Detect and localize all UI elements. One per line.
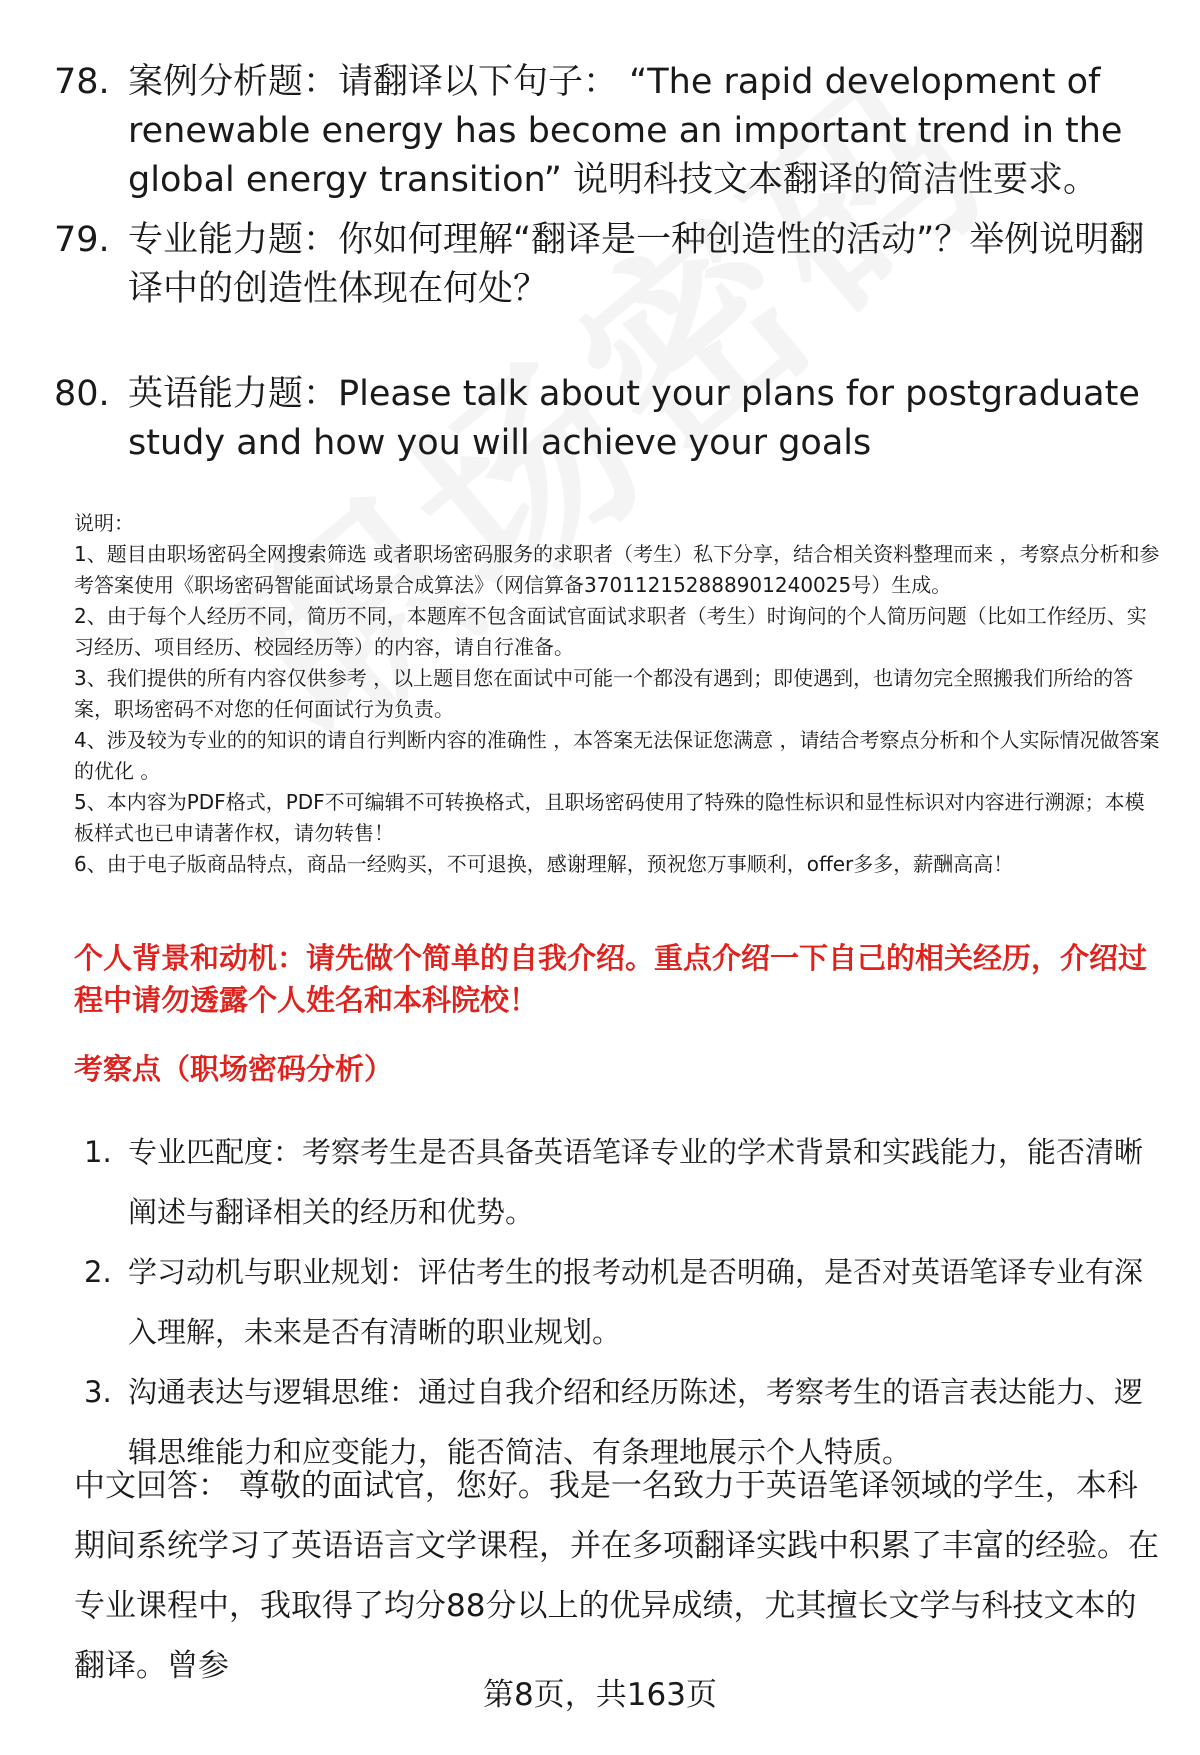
- point-number: 1.: [84, 1135, 112, 1169]
- question-text: 案例分析题：请翻译以下句子： “The rapid development of renewable energy has become an important trend in the global energy transition” 说明科技文本翻译的简洁性要求。: [128, 62, 1123, 200]
- chinese-answer: 中文回答： 尊敬的面试官，您好。我是一名致力于英语笔译领域的学生，本科期间系统学习了英语语言文学课程，并在多项翻译实践中积累了丰富的经验。在专业课程中，我取得了均分88分以上的优异成绩，尤其擅长文学与科技文本的翻译。曾参: [74, 1468, 1159, 1684]
- point-text: 专业匹配度：考察考生是否具备英语笔译专业的学术背景和实践能力，能否清晰阐述与翻译相关的经历和优势。: [128, 1135, 1144, 1229]
- question-text: 英语能力题：Please talk about your plans for postgraduate study and how you will achieve your goals: [128, 374, 1140, 463]
- point-number: 2.: [84, 1255, 112, 1289]
- question-number: 78.: [54, 62, 110, 102]
- note-item: 6、由于电子版商品特点，商品一经购买，不可退换，感谢理解，预祝您万事顺利，offer多多，薪酬高高！: [74, 852, 1014, 876]
- analysis-point: [74, 1242, 1164, 1362]
- note-item: 5、本内容为PDF格式，PDF不可编辑不可转换格式，且职场密码使用了特殊的隐性标识和显性标识对内容进行溯源；本模板样式也已申请著作权，请勿转售！: [74, 790, 1145, 845]
- question-text: 专业能力题：你如何理解“翻译是一种创造性的活动”？举例说明翻译中的创造性体现在何处？: [128, 220, 1145, 309]
- point-text: 沟通表达与逻辑思维：通过自我介绍和经历陈述，考察考生的语言表达能力、逻辑思维能力和应变能力，能否简洁、有条理地展示个人特质。: [128, 1375, 1144, 1469]
- note-item: 2、由于每个人经历不同，简历不同，本题库不包含面试官面试求职者（考生）时询问的个人简历问题（比如工作经历、实习经历、项目经历、校园经历等）的内容，请自行准备。: [74, 604, 1147, 659]
- analysis-heading: 考察点（职场密码分析）: [74, 1052, 394, 1086]
- page-footer: 第8页，共163页: [483, 1677, 717, 1713]
- question-80: [54, 370, 1154, 468]
- notes-block: [74, 508, 1164, 880]
- question-79: [54, 216, 1154, 314]
- point-text: 学习动机与职业规划：评估考生的报考动机是否明确，是否对英语笔译专业有深入理解，未来是否有清晰的职业规划。: [128, 1255, 1144, 1349]
- question-78: [54, 58, 1154, 205]
- note-item: 3、我们提供的所有内容仅供参考 ，以上题目您在面试中可能一个都没有遇到；即使遇到，也请勿完全照搬我们所给的答案，职场密码不对您的任何面试行为负责。: [74, 666, 1134, 721]
- note-item: 4、涉及较为专业的的知识的请自行判断内容的准确性 ，本答案无法保证您满意 ，请结合考察点分析和个人实际情况做答案的优化 。: [74, 728, 1160, 783]
- question-number: 79.: [54, 220, 110, 260]
- note-item: 1、题目由职场密码全网搜索筛选 或者职场密码服务的求职者（考生）私下分享，结合相关资料整理而来 ，考察点分析和参考答案使用《职场密码智能面试场景合成算法》（网信算备370112152888901240025号）生成。: [74, 542, 1160, 597]
- analysis-point: [74, 1122, 1164, 1242]
- notes-title: 说明：: [74, 511, 134, 535]
- analysis-points: [74, 1122, 1164, 1482]
- point-number: 3.: [84, 1375, 112, 1409]
- question-number: 80.: [54, 374, 110, 414]
- section-heading: 个人背景和动机：请先做个简单的自我介绍。重点介绍一下自己的相关经历，介绍过程中请勿透露个人姓名和本科院校！: [74, 941, 1148, 1017]
